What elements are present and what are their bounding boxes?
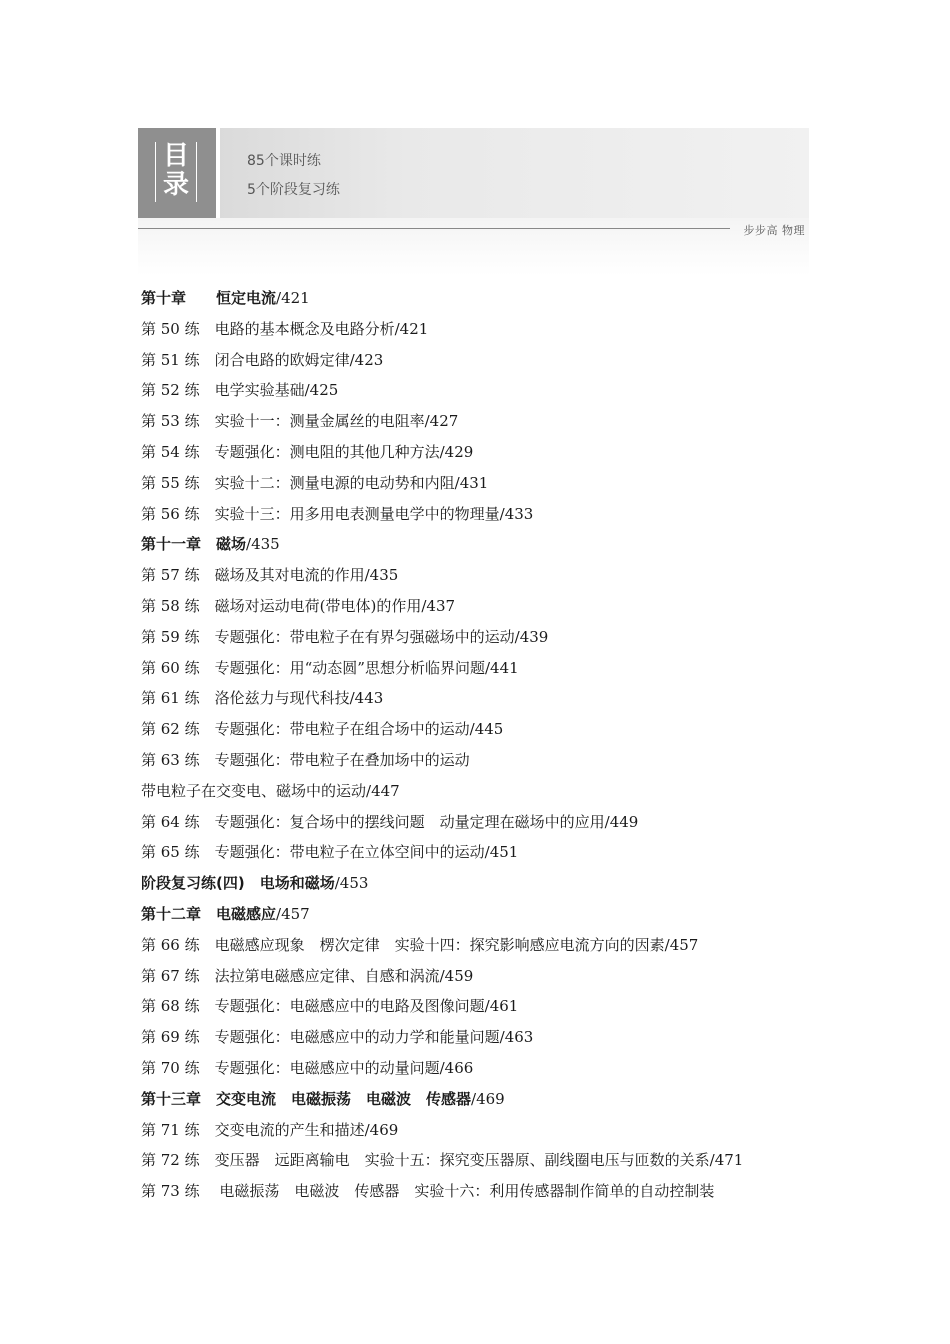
toc-chapter-entry[interactable] (141, 529, 821, 560)
divider (138, 228, 730, 229)
toc-page-number: /451 (484, 843, 519, 862)
toc-chapter-entry[interactable] (141, 283, 821, 314)
toc-page-number: /437 (421, 596, 456, 615)
toc-entry-title: 第 60 练 专题强化：用“动态圆”思想分析临界问题 (141, 658, 485, 677)
toc-entry-title: 第 64 练 专题强化：复合场中的摆线问题 动量定理在磁场中的应用 (141, 812, 605, 831)
toc-entry[interactable] (141, 1115, 821, 1146)
toc-entry-title: 第 68 练 专题强化：电磁感应中的电路及图像问题 (141, 997, 485, 1016)
toc-entry-title: 第 52 练 电学实验基础 (141, 381, 305, 400)
toc-page-number: /443 (349, 689, 384, 708)
toc-entry-title: 第 70 练 专题强化：电磁感应中的动量问题 (141, 1058, 440, 1077)
toc-entry-title: 第 55 练 实验十二：测量电源的电动势和内阻 (141, 473, 455, 492)
toc-entry[interactable] (141, 683, 821, 714)
toc-entry[interactable] (141, 345, 821, 376)
header-line-1: 85个课时练 (247, 153, 321, 169)
toc-entry-title: 第 53 练 实验十一：测量金属丝的电阻率 (141, 412, 425, 431)
toc-page-number: /447 (366, 781, 400, 800)
table-of-contents (141, 283, 821, 1207)
toc-entry-title: 第 62 练 专题强化：带电粒子在组合场中的运动 (141, 720, 470, 739)
toc-page-number: /435 (246, 535, 280, 554)
toc-entry-title: 第 56 练 实验十三：用多用电表测量电学中的物理量 (141, 504, 500, 523)
toc-page-number: /466 (439, 1058, 474, 1077)
toc-entry-title: 第十二章 电磁感应 (141, 904, 277, 923)
toc-entry-title: 第 67 练 法拉第电磁感应定律、自感和涡流 (141, 966, 440, 985)
toc-page-number: /423 (349, 350, 384, 369)
toc-entry-title: 第十三章 交变电流 电磁振荡 电磁波 传感器 (141, 1089, 472, 1108)
toc-entry[interactable] (141, 745, 821, 776)
toc-page-number: /425 (304, 381, 339, 400)
toc-entry[interactable] (141, 468, 821, 499)
header-rule-area (138, 218, 809, 276)
mulu-char-2: 录 (162, 170, 189, 200)
toc-entry[interactable] (141, 961, 821, 992)
toc-page-number: /469 (364, 1120, 399, 1139)
toc-entry[interactable] (141, 622, 821, 653)
toc-entry[interactable] (141, 1145, 821, 1176)
toc-entry[interactable] (141, 930, 821, 961)
toc-page-number: /471 (709, 1151, 744, 1170)
toc-entry-title: 第 72 练 变压器 远距离输电 实验十五：探究变压器原、副线圈电压与匝数的关系 (141, 1151, 710, 1170)
brand-label: 步步高 物理 (743, 224, 805, 237)
toc-entry[interactable] (141, 314, 821, 345)
header-band (138, 128, 809, 218)
toc-entry-title: 第 69 练 专题强化：电磁感应中的动力学和能量问题 (141, 1028, 500, 1047)
toc-entry[interactable] (141, 653, 821, 684)
toc-entry-title: 第 59 练 专题强化：带电粒子在有界匀强磁场中的运动 (141, 627, 515, 646)
toc-entry[interactable] (141, 375, 821, 406)
toc-entry-title: 第 51 练 闭合电路的欧姆定律 (141, 350, 350, 369)
toc-page-number: /461 (484, 997, 519, 1016)
toc-chapter-entry[interactable] (141, 1084, 821, 1115)
toc-entry[interactable] (141, 560, 821, 591)
toc-entry-title: 第 54 练 专题强化：测电阻的其他几种方法 (141, 442, 440, 461)
toc-entry-title: 第 65 练 专题强化：带电粒子在立体空间中的运动 (141, 843, 485, 862)
toc-page-number: /463 (499, 1028, 534, 1047)
toc-entry-title: 第 71 练 交变电流的产生和描述 (141, 1120, 365, 1139)
toc-page-number: /457 (276, 904, 310, 923)
header-line-2: 5个阶段复习练 (247, 182, 340, 198)
toc-entry[interactable] (141, 1022, 821, 1053)
toc-page-number: /449 (604, 812, 639, 831)
mulu-badge (138, 128, 216, 218)
toc-entry-title: 第 57 练 磁场及其对电流的作用 (141, 566, 365, 585)
toc-entry-title: 第十章 恒定电流 (141, 289, 277, 307)
toc-page-number: /435 (364, 566, 399, 585)
toc-page-number: /453 (334, 874, 369, 893)
toc-page-number: /439 (514, 627, 549, 646)
toc-entry[interactable] (141, 714, 821, 745)
toc-entry[interactable] (141, 437, 821, 468)
toc-page-number: /441 (484, 658, 519, 677)
toc-entry-title: 第 63 练 专题强化：带电粒子在叠加场中的运动 (141, 750, 470, 769)
toc-entry-title: 第 58 练 磁场对运动电荷(带电体)的作用 (141, 596, 422, 615)
toc-entry[interactable] (141, 1176, 821, 1207)
toc-header (138, 128, 809, 218)
toc-entry[interactable] (141, 991, 821, 1022)
toc-chapter-entry[interactable] (141, 899, 821, 930)
toc-entry-title: 第 61 练 洛伦兹力与现代科技 (141, 689, 350, 708)
mulu-char-1: 目 (162, 141, 189, 171)
toc-page-number: /427 (424, 412, 459, 431)
toc-entry-title: 第 50 练 电路的基本概念及电路分析 (141, 319, 395, 338)
toc-entry[interactable] (141, 591, 821, 622)
toc-entry[interactable] (141, 499, 821, 530)
toc-page-number: /459 (439, 966, 474, 985)
toc-entry[interactable] (141, 807, 821, 838)
toc-chapter-entry[interactable] (141, 868, 821, 899)
toc-entry-title: 带电粒子在交变电、磁场中的运动 (141, 781, 367, 800)
toc-page-number: /433 (499, 504, 534, 523)
toc-entry-title: 第 66 练 电磁感应现象 楞次定律 实验十四：探究影响感应电流方向的因素 (141, 935, 665, 954)
toc-page-number: /421 (394, 319, 429, 338)
toc-entry-title: 阶段复习练(四) 电场和磁场 (141, 874, 335, 893)
toc-page-number: /445 (469, 720, 504, 739)
toc-page-number: /429 (439, 442, 474, 461)
toc-page-number: /469 (471, 1089, 505, 1108)
toc-entry[interactable] (141, 406, 821, 437)
toc-entry-title: 第十一章 磁场 (141, 535, 247, 554)
toc-page-number: /421 (276, 289, 310, 307)
toc-page-number: /457 (664, 935, 699, 954)
toc-entry[interactable] (141, 776, 821, 807)
toc-entry[interactable] (141, 1053, 821, 1084)
toc-entry[interactable] (141, 837, 821, 868)
mulu-title (155, 142, 197, 202)
header-separator (216, 128, 220, 218)
toc-page-number: /431 (454, 473, 489, 492)
toc-entry-title: 第 73 练 电磁振荡 电磁波 传感器 实验十六：利用传感器制作简单的自动控制装 (141, 1182, 715, 1201)
